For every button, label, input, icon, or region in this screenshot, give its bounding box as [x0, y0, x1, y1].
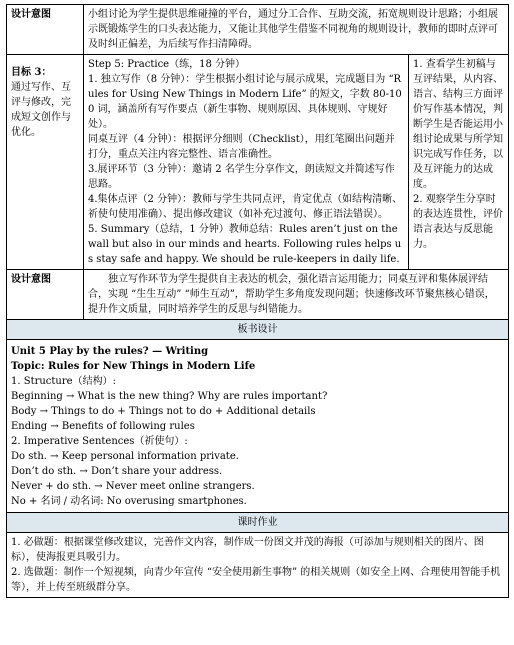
- activities-cell: [84, 55, 409, 270]
- design-intent-label: 设计意图: [7, 5, 84, 55]
- activity-line: 同桌互评（4 分钟）：根据评分细则（Checklist），用红笔圈出问题并打分，重点关注内容完整性、语言准确性。: [88, 134, 395, 160]
- lesson-plan-table: [6, 4, 509, 598]
- homework-heading: 课时作业: [7, 513, 509, 533]
- board-content-cell: [7, 340, 509, 513]
- objective-3-row: [7, 55, 509, 270]
- board-line: Don’t do sth. → Don’t share your address.: [11, 466, 223, 477]
- activity-line: 1. 独立写作（8 分钟）：学生根据小组讨论与展示成果，完成题目为 “Rules for Using New Things in Modern Life” 的短文，字数 80-100 词，涵盖所有写作要点（新生事物、规则原因、具体规则、守规好处）。: [88, 74, 402, 130]
- design-intent-row-2: [7, 270, 509, 320]
- assessment-item: 1. 查看学生初稿与互评结果，从内容、语言、结构三方面评价写作基本情况，判断学生是否能运用小组讨论成果与所学知识完成写作任务，以及互评能力的达成度。: [413, 59, 503, 190]
- objective-3-body: 通过写作、互评与修改，完成短文创作与优化。: [11, 82, 71, 138]
- board-line: Beginning → What is the new thing? Why are rules important?: [11, 391, 328, 402]
- activity-line: 4.集体点评（2 分钟）：教师与学生共同点评，肯定优点（如结构清晰、祈使句使用准确）、提出修改建议（如补充过渡句、修正语法错误）。: [88, 194, 403, 220]
- activity-line: 3.展评环节（3 分钟）：邀请 2 名学生分享作文，朗读短文并简述写作思路。: [88, 164, 395, 190]
- step-heading: Step 5: Practice（练，18 分钟）: [88, 59, 245, 70]
- board-content-row: [7, 340, 509, 513]
- homework-content-cell: [7, 533, 509, 598]
- board-line: 1. Structure（结构）:: [11, 376, 116, 387]
- homework-heading-row: [7, 513, 509, 533]
- summary-line: 5. Summary（总结，1 分钟）教师总结：Rules aren’t just on the wall but also in our minds and hearts. Following rules helps us stay safe and happy. We should be rule-keepers in daily life.: [88, 224, 402, 265]
- objective-3-cell: [7, 55, 84, 270]
- assessment-item: 2. 观察学生分享时的表达连贯性，评价语言表达与反思能力。: [413, 194, 503, 250]
- design-intent-text: 小组讨论为学生提供思维碰撞的平台，通过分工合作、互助交流，拓宽规则设计思路；小组展示既锻炼学生的口头表达能力，又能让其他学生借鉴不同视角的规则设计，教师的即时点评可及时纠正偏差，为后续写作扫清障碍。: [84, 5, 509, 55]
- design-intent-label: 设计意图: [7, 270, 84, 320]
- homework-item: 2. 选做题：制作一个短视频，向青少年宣传 “安全使用新生事物” 的相关规则（如安全上网、合理使用智能手机等），并上传至班级群分享。: [11, 567, 501, 593]
- homework-content-row: [7, 533, 509, 598]
- board-unit-title: Unit 5 Play by the rules? — Writing: [11, 346, 209, 357]
- board-line: 2. Imperative Sentences（祈使句）:: [11, 436, 188, 447]
- board-line: Ending → Benefits of following rules: [11, 421, 195, 432]
- board-design-heading: 板书设计: [7, 320, 509, 340]
- objective-3-title: 目标 3：: [11, 67, 52, 78]
- board-line: Body → Things to do + Things not to do + Additional details: [11, 406, 316, 417]
- board-line: Do sth. → Keep personal information private.: [11, 451, 239, 462]
- design-intent-text: 独立写作环节为学生提供自主表达的机会，强化语言运用能力；同桌互评和集体展评结合，实现 “生生互动” “师生互动”，帮助学生多角度发现问题；快速修改环节聚焦核心错误，提升作文质量，同时培养学生的反思与纠错能力。: [84, 270, 509, 320]
- board-line: No + 名词 / 动名词: No overusing smartphones.: [11, 496, 247, 507]
- board-heading-row: [7, 320, 509, 340]
- board-topic: Topic: Rules for New Things in Modern Life: [11, 361, 256, 372]
- board-line: Never + do sth. → Never meet online strangers.: [11, 481, 255, 492]
- design-intent-row-1: [7, 5, 509, 55]
- assessment-cell: [409, 55, 509, 270]
- homework-item: 1. 必做题：根据课堂修改建议，完善作文内容，制作成一份图文并茂的海报（可添加与规则相关的图片、图标），使海报更具吸引力。: [11, 537, 484, 563]
